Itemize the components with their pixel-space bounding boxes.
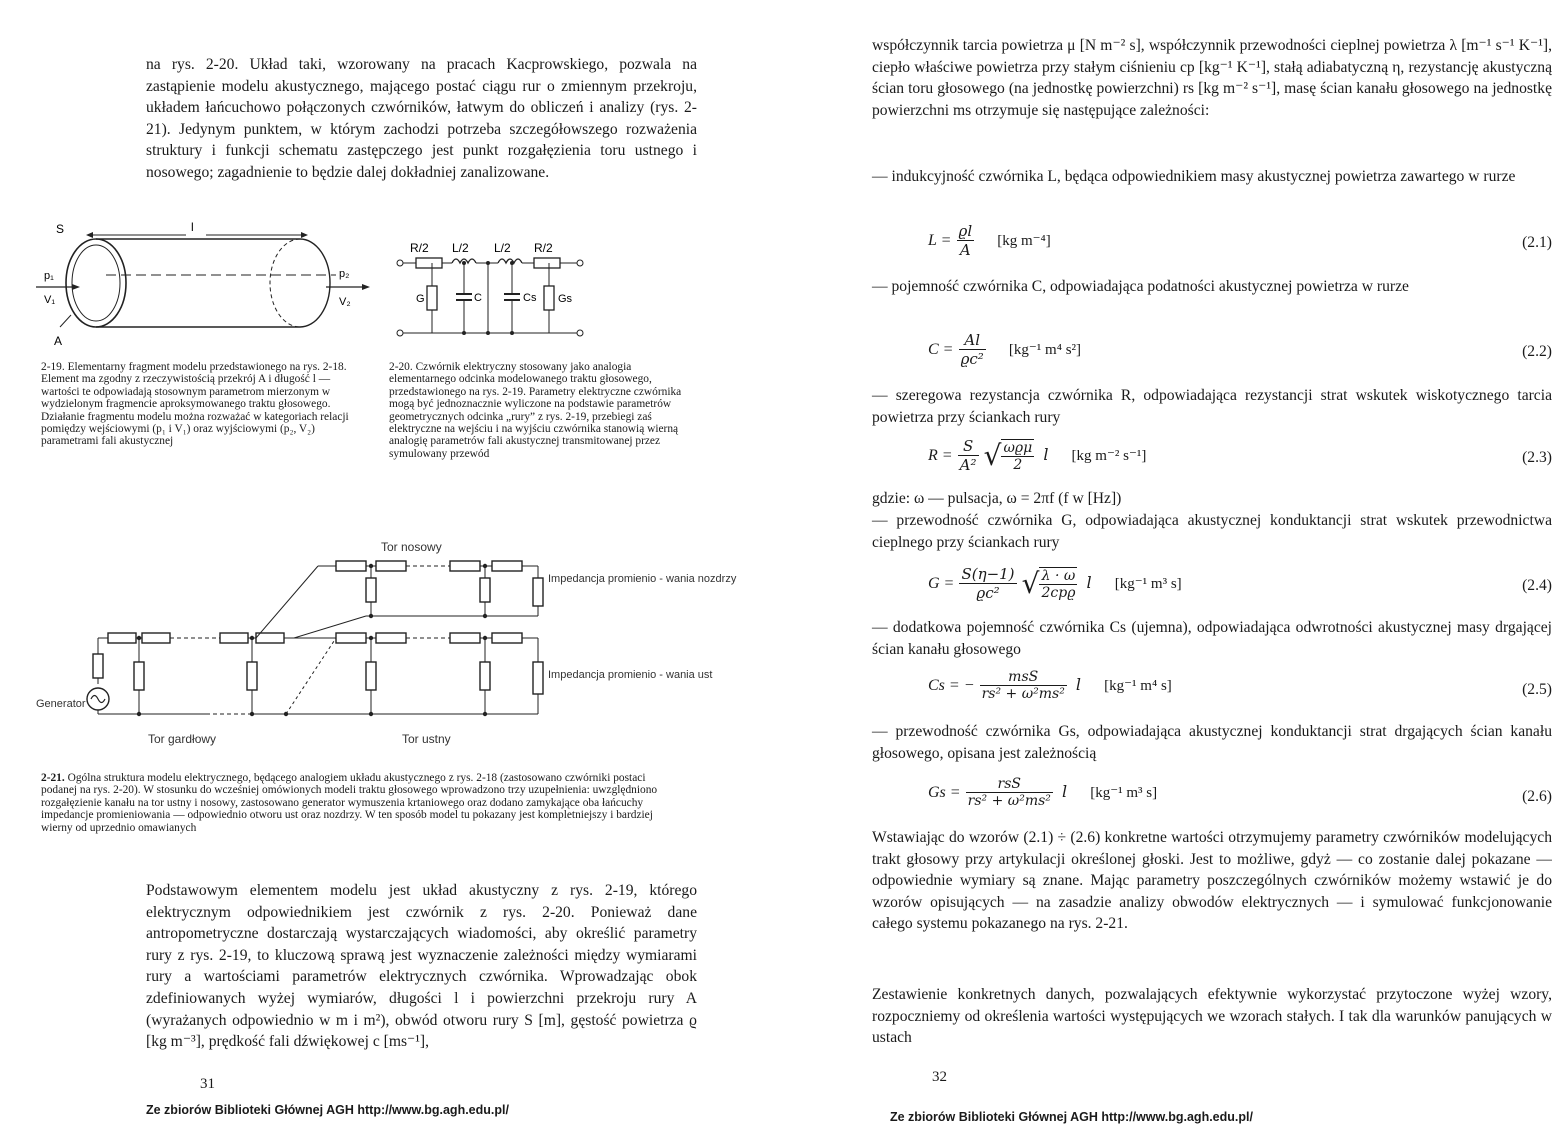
equation-number-2-6: (2.6): [1522, 788, 1552, 805]
fig219-label-v1: V₁: [44, 294, 56, 306]
fig220-label-c: C: [474, 292, 482, 304]
fig220-label-gs: Gs: [558, 293, 573, 305]
definition-c: — pojemność czwórnika C, odpowiadająca podatności akustycznej powietrza w rurze: [872, 278, 1409, 295]
equation-number-2-2: (2.2): [1522, 343, 1552, 360]
definition-l: — indukcyjność czwórnika L, będąca odpowiednikiem masy akustycznej powietrza zawartego w rurze: [872, 168, 1516, 185]
right-footer: Ze zbiorów Biblioteki Głównej AGH http://www.bg.agh.edu.pl/: [890, 1110, 1253, 1124]
fig219-label-p2: p₂: [339, 268, 350, 280]
equation-2-4: G = $\frac{S(\eta-1)}{\text{ϱc²}}$ √ $\frac{\lambda \cdot \omega}{\text{2cpϱ}}$ l [kg⁻¹ m³ s] (2.4): [928, 565, 1552, 602]
definition-cs: — dodatkowa pojemność czwórnika Cs (ujemna), odpowiadająca odwrotności akustycznej masy drgającej ścian kanału głosowego: [872, 619, 1552, 658]
fig220-label-g: G: [416, 293, 425, 305]
definition-g: — przewodność czwórnika G, odpowiadająca akustycznej konduktancji strat wskutek przewodnictwa cieplnego przy ściankach rury: [872, 512, 1552, 551]
left-footer: Ze zbiorów Biblioteki Głównej AGH http://www.bg.agh.edu.pl/: [146, 1103, 509, 1117]
fig220-label-l2-right: L/2: [494, 241, 511, 255]
figure-2-20-caption: 2-20. Czwórnik elektryczny stosowany jako analogia elementarnego odcinka modelowanego traktu głosowego, przedstawionego na rys. 2-19. Parametry elektryczne czwórnika mogą być jednoznacznie wyliczone na podstawie parametrów geometrycznych odcinka „rury” z rys. 2-19, przebiegi zaś elektryczne na wejściu i na wyjściu czwórnika stanowią wierną analogię parametrów fali akustycznej transmitowanej przez symulowany przewód: [389, 361, 682, 460]
left-page: [0, 0, 750, 1131]
fig221-label-impedancja-nozdrzy: Impedancja promienio - wania nozdrzy: [548, 573, 737, 585]
equation-number-2-3: (2.3): [1522, 449, 1552, 466]
right-page: [750, 0, 1552, 1131]
gdzie-line: gdzie: ω — pulsacja, ω = 2πf (f w [Hz]): [872, 490, 1122, 507]
figure-2-19-tube: [36, 215, 376, 355]
right-page-number: 32: [932, 1069, 947, 1085]
equation-number-2-5: (2.5): [1522, 681, 1552, 698]
definition-gs: — przewodność czwórnika Gs, odpowiadająca akustycznej konduktancji strat drgających ścian kanału głosowego, opisana jest zależnością: [872, 723, 1552, 762]
fig220-label-r2-left: R/2: [410, 241, 429, 255]
fig221-label-tor-gardlowy: Tor gardłowy: [148, 732, 217, 746]
fig221-label-impedancja-ust: Impedancja promienio - wania ust: [548, 669, 713, 681]
figure-2-21-caption-number: 2-21.: [41, 772, 65, 784]
right-intro-paragraph: współczynnik tarcia powietrza μ [N m⁻² s], współczynnik przewodności cieplnej powietrza λ [m⁻¹ s⁻¹ K⁻¹], ciepło właściwe powietrza przy stałym ciśnieniu cp [kg⁻¹ K⁻¹], stałą adiabatyczną η, rezystancję akustyczną ścian toru głosowego (na jednostkę powierzchni) rs [kg m⁻² s⁻¹], masę ścian kanału głosowego na jednostkę powierzchni ms otrzymuje się następujące zależności:: [872, 37, 1552, 119]
fig219-label-s: S: [56, 222, 65, 236]
equation-2-1: L = $\frac{ϱl}{A}$ [kg m⁻⁴] (2.1): [928, 222, 1552, 259]
fig221-label-tor-ustny: Tor ustny: [402, 732, 451, 746]
definition-r: — szeregowa rezystancja czwórnika R, odpowiadająca rezystancji strat wskutek wiskotycznego tarcia powietrza przy ściankach rury: [872, 387, 1552, 426]
equation-number-2-1: (2.1): [1522, 234, 1552, 251]
equation-2-5: Cs = − $\frac{\text{msS}}{\text{rs² + ω²ms²}}$ l [kg⁻¹ m⁴ s] (2.5): [928, 669, 1552, 702]
fig219-label-a: A: [54, 334, 63, 348]
figure-2-20-quadripole: [392, 236, 592, 348]
figure-2-21-caption: [41, 772, 661, 834]
right-paragraph-1: Wstawiając do wzorów (2.1) ÷ (2.6) konkretne wartości otrzymujemy parametry czwórników modelujących trakt głosowy przy artykulacji określonej głoski. Jest to możliwe, gdyż — co zostanie dalej pokazane — odpowiednie wymiary są znane. Mając parametry poszczególnych czwórników możemy wstawić je do wzorów opisujących — na zasadzie analizy obwodów elektrycznych — i symulować funkcjonowanie całego systemu pokazanego na rys. 2-21.: [872, 829, 1552, 933]
equation-number-2-4: (2.4): [1522, 577, 1552, 594]
fig220-label-l2-left: L/2: [452, 241, 469, 255]
figure-2-21-caption-text: Ogólna struktura modelu elektrycznego, będącego analogiem układu akustycznego z rys. 2-18 (zastosowano czwórniki postaci podanej na rys. 2-20). W stosunku do wcześniej omówionych modeli traktu głosowego wprowadzono trzy uzupełnienia: uwzględniono rozgałęzienie kanału na tor ustny i nosowy, zastosowano generator wymuszenia krtaniowego oraz dodano zamykające oba łańcuchy impedancje promieniowania — odpowiednio otworu ust oraz nozdrzy. W ten sposób model tu pokazany jest kompletniejszy i bardziej wierny od uprzednio omawianych: [41, 772, 658, 834]
equation-2-3: R = $\frac{S}{\text{A²}}$ √ $\frac{\text{ωϱμ}}{2}$ l [kg m⁻² s⁻¹] (2.3): [928, 437, 1552, 474]
fig220-label-cs: Cs: [523, 292, 537, 304]
figure-2-21-circuit: [36, 536, 737, 750]
left-body-paragraph: Podstawowym elementem modelu jest układ akustyczny z rys. 2-19, którego elektrycznym odpowiednikiem jest czwórnik z rys. 2-20. Ponieważ dane antropometryczne dostarczają wystarczających wiadomości, aby określić parametry rury z rys. 2-19, to kluczową sprawą jest wyznaczenie zależności między wymiarami rury a wartościami parametrów elektrycznych czwórnika. Wprowadzając obok zdefiniowanych wyżej wymiarów, długości l i powierzchni przekroju rury A (wyrażanych odpowiednio w m i m²), obwód otworu rury S [m], gęstość powietrza ϱ [kg m⁻³], prędkość fali dźwiękowej c [ms⁻¹],: [146, 882, 697, 1051]
fig221-label-tor-nosowy: Tor nosowy: [381, 540, 442, 554]
fig220-label-r2-right: R/2: [534, 241, 553, 255]
equation-2-6: Gs = $\frac{\text{rsS}}{\text{rs² + ω²ms²}}$ l [kg⁻¹ m³ s] (2.6): [928, 776, 1552, 809]
fig219-label-v2: V₂: [339, 296, 351, 308]
fig221-label-generator: Generator: [36, 698, 86, 710]
left-page-number: 31: [200, 1076, 215, 1092]
fig219-label-l: l: [191, 220, 194, 234]
fig219-label-p1: p₁: [44, 270, 54, 282]
left-intro-paragraph: na rys. 2-20. Układ taki, wzorowany na pracach Kacprowskiego, pozwala na zastąpienie modelu akustycznego, mającego postać ciągu rur o zmiennym przekroju, układem łańcuchowo połączonych czwórników, łatwym do obliczeń i analizy (rys. 2-21). Jedynym punktem, w którym zachodzi potrzeba szczegółowszego rozważenia struktury i funkcji schematu zastępczego jest punkt rozgałęzienia toru ustnego i nosowego; zagadnienie to będzie dalej dokładniej zanalizowane.: [146, 56, 697, 181]
right-paragraph-2: Zestawienie konkretnych danych, pozwalających efektywnie wykorzystać przytoczone wyżej wzory, rozpoczniemy od określenia wartości występujących we wzorach stałych. I tak dla warunków panujących w ustach: [872, 986, 1552, 1047]
figure-2-19-caption: 2-19. Elementarny fragment modelu przedstawionego na rys. 2-18. Element ma zgodny z rzeczywistością przekrój A i długość l — wartości te odpowiadają stosownym parametrom mierzonym w wydzielonym fragmencie aproksymowanego traktu głosowego. Działanie fragmentu modelu można rozważać w kategoriach relacji pomiędzy wejściowymi (p₁ i V₁) oraz wyjściowymi (p₂, V₂) parametrami fali akustycznej: [41, 361, 349, 448]
equation-2-2: C = $\frac{Al}{\text{ϱc²}}$ [kg⁻¹ m⁴ s²] (2.2): [928, 331, 1552, 368]
